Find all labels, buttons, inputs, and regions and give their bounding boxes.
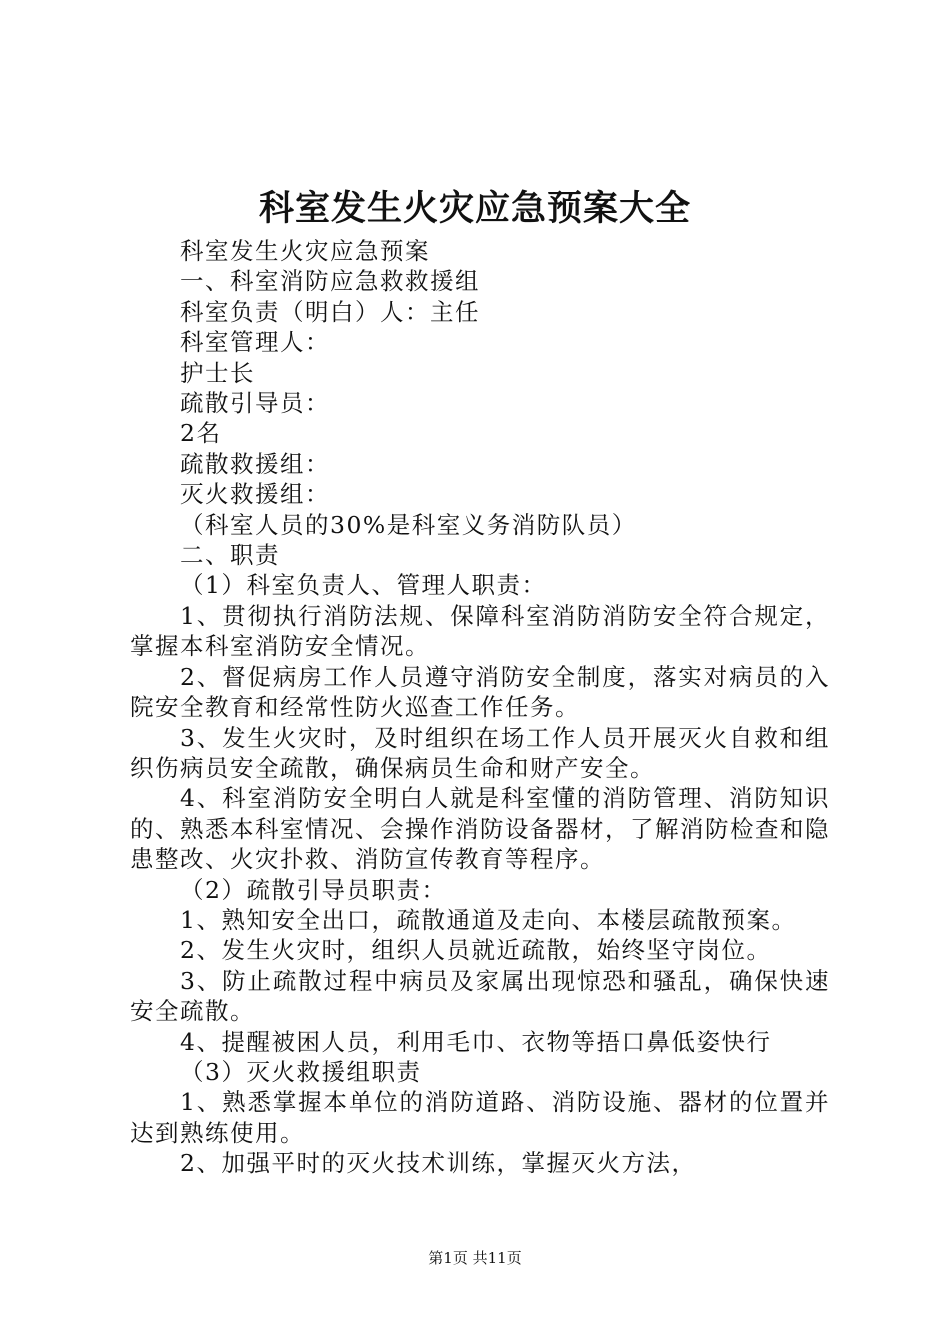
paragraph: 1、贯彻执行消防法规、保障科室消防消防安全符合规定，掌握本科室消防安全情况。 xyxy=(130,601,830,661)
paragraph: 1、熟悉掌握本单位的消防道路、消防设施、器材的位置并达到熟练使用。 xyxy=(130,1088,830,1147)
paragraph: 科室负责（明白）人：主任 xyxy=(180,297,480,326)
paragraph: 护士长 xyxy=(180,358,255,387)
section-heading: 二、职责 xyxy=(180,541,280,570)
paragraph: 4、提醒被困人员，利用毛巾、衣物等捂口鼻低姿快行 xyxy=(180,1027,772,1056)
section-heading: 一、科室消防应急救救援组 xyxy=(180,267,480,296)
subsection-heading: （1）科室负责人、管理人职责： xyxy=(180,571,547,600)
paragraph: 3、发生火灾时，及时组织在场工作人员开展灭火自救和组织伤病员安全疏散，确保病员生命和财产安全。 xyxy=(130,723,830,782)
subsection-heading: （3）灭火救援组职责 xyxy=(180,1057,422,1086)
paragraph: 科室发生火灾应急预案 xyxy=(180,237,430,265)
page-footer: 第1页 共11页 xyxy=(428,1249,522,1267)
paragraph: 灭火救援组： xyxy=(180,480,330,509)
paragraph: 2、发生火灾时，组织人员就近疏散，始终坚守岗位。 xyxy=(180,936,772,965)
paragraph: 3、防止疏散过程中病员及家属出现惊恐和骚乱，确保快速安全疏散。 xyxy=(130,966,830,1026)
document-title: 科室发生火灾应急预案大全 xyxy=(258,188,691,229)
subsection-heading: （2）疏散引导员职责： xyxy=(180,875,447,904)
paragraph: 2名 xyxy=(180,419,222,448)
paragraph: 科室管理人： xyxy=(180,328,330,357)
paragraph: （科室人员的30%是科室义务消防队员） xyxy=(180,510,637,539)
paragraph: 2、督促病房工作人员遵守消防安全制度，落实对病员的入院安全教育和经常性防火巡查工作任务。 xyxy=(130,662,830,722)
paragraph: 1、熟知安全出口，疏散通道及走向、本楼层疏散预案。 xyxy=(180,905,797,934)
document-body xyxy=(130,236,830,1179)
paragraph: 疏散救援组： xyxy=(180,449,330,478)
paragraph: 4、科室消防安全明白人就是科室懂的消防管理、消防知识的、熟悉本科室情况、会操作消防设备器材，了解消防检查和隐患整改、火灾扑救、消防宣传教育等程序。 xyxy=(130,784,830,874)
paragraph: 2、加强平时的灭火技术训练，掌握灭火方法， xyxy=(180,1149,697,1178)
paragraph: 疏散引导员： xyxy=(180,389,330,418)
